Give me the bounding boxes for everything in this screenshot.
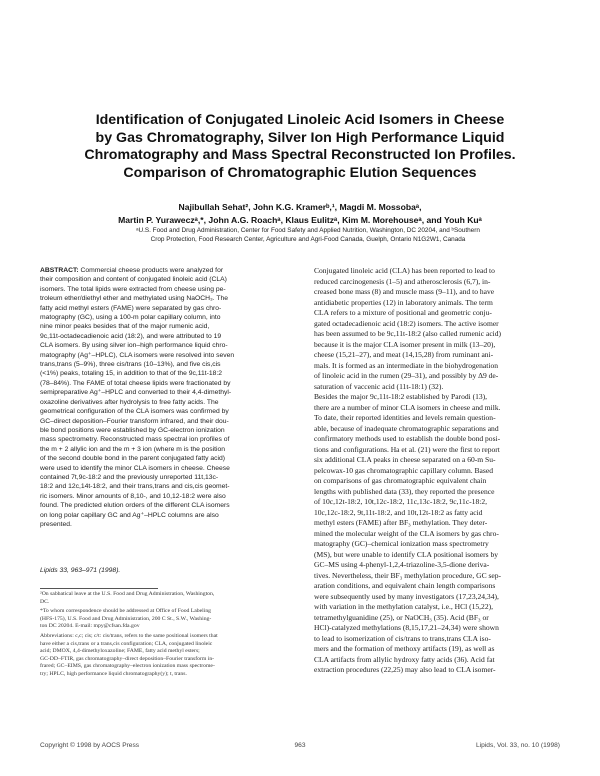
abstract-line: ble bond positions were established by GC-electron ionization (40, 426, 225, 434)
abstract-line: oxazoline derivatives after hydrolysis to free fatty acids. The (40, 398, 219, 406)
abstract-line: mass spectrometry. Reconstructed mass spectral ion profiles of (40, 436, 230, 444)
body-line: (MS), but were unable to identify CLA positional isomers by (314, 549, 499, 559)
body-line: there are a number of minor CLA isomers in cheese and milk. (314, 402, 501, 412)
author-list (40, 201, 560, 226)
body-line: extraction procedures (22,25) may also lead to CLA isomer- (314, 665, 496, 674)
journal-citation: Lipids 33, 963–971 (1998). (40, 567, 121, 574)
footnote-line: have either a cis,trans or a trans,cis configuration; CLA, conjugated linoleic (40, 640, 213, 647)
abstract-line: CLA isomers. By using silver ion–high performance liquid chro- (40, 342, 228, 350)
body-line: mals. It is formed as an intermediate in the biohydrogenation (314, 360, 499, 370)
body-text-column (314, 266, 562, 676)
abstract-line: trans,trans (5–9%), three cis/trans (10–13%), and five cis,cis (40, 361, 221, 369)
abstract-line: geometrical configuration of the CLA isomers was confirmed by (40, 408, 229, 416)
body-line: aration conditions, and equivalent chain length comparisons (314, 581, 496, 590)
body-line: reduced carcinogenesis (1–5) and atherosclerosis (6,7), in- (314, 276, 491, 286)
body-line: saturation of vaccenic acid (11t-18:1) (32). (314, 381, 444, 391)
body-line: to lead to isomerization of cis/trans to trans,trans CLA iso- (314, 633, 491, 643)
abstract-line: GC–direct deposition–Fourier transform infrared, and their dou- (40, 417, 229, 425)
body-line: HCl)-catalyzed methylations (8,15,17,21–24,34) were shown (314, 623, 499, 632)
title-line: Chromatography and Mass Spectral Reconstructed Ion Profiles. (84, 147, 516, 163)
abstract-line: (78–84%). The FAME of total cheese lipids were fractionated by (40, 379, 231, 387)
body-line: CLA refers to a mixture of positional and geometric conju- (314, 308, 492, 317)
page-number: 963 (294, 742, 306, 749)
body-line: has been assumed to be 9c,11t-18:2 (also called rumenic acid) (314, 329, 502, 338)
body-line: lengths with published data (33), they reported the presence (314, 486, 495, 496)
footnote-divider (40, 588, 158, 589)
footnote-line: Abbreviations: c,c; cis; c/t: cis/trans, refers to the same positional isomers that (40, 632, 218, 639)
body-line: of linoleic acid in the rumen (29–31), and possibly by Δ9 de- (314, 371, 499, 380)
footnote-line: GC-DD–FTIR, gas chromatography–direct deposition–Fourier transform in- (40, 655, 215, 662)
body-line: To date, their reported identities and levels remain question- (314, 413, 496, 422)
body-line: with variation in the methylation catalyst, i.e., HCl (15,22), (314, 602, 493, 611)
abstract-line: semipreparative Ag⁺–HPLC and converted to their 4,4-dimethyl- (40, 389, 232, 397)
abstract-first-line (40, 266, 280, 275)
body-line: methyl esters (FAME) after BF₃ methylation. They deter- (314, 518, 488, 527)
journal-issue: Lipids, Vol. 33, no. 10 (1998) (476, 742, 560, 749)
body-line: mers and the formation of methoxy artifacts (19), as well as (314, 644, 495, 653)
abstract-line: the m + 2 allylic ion and the m + 3 ion (where m is the position (40, 445, 225, 453)
body-line: because it is the major CLA isomer present in milk (13–20), (314, 339, 496, 349)
abstract-line: on long polar capillary GC and Ag⁺–HPLC columns are also (40, 511, 219, 519)
body-line: tives. Nevertheless, their BF₃ methylation procedure, GC sep- (314, 570, 502, 580)
footnote-line: (HFS-175), U.S. Food and Drug Administration, 200 C St., S.W., Washing- (40, 615, 212, 622)
body-line: on comparisons of gas chromatographic equivalent chain (314, 476, 487, 485)
body-line: antidiabetic properties (12) in laboratory animals. The term (314, 297, 493, 307)
abstract-line: 18:2 and 12c,14t-18:2, and their trans,trans and cis,cis geomet- (40, 483, 230, 491)
abstract-line: of the second double bond in the parent conjugated fatty acid) (40, 455, 226, 463)
copyright-notice: Copyright © 1998 by AOCS Press (40, 742, 140, 749)
abstract-line: their composition and content of conjugated linoleic acid (CLA) (40, 276, 227, 284)
body-line: of 10c,12t-18:2, 10t,12c-18:2, 11c,13c-18:2, 9c,11c-18:2, (314, 497, 487, 506)
abstract-label: ABSTRACT: (40, 267, 79, 274)
footnote-line: acid; DMOX, 4,4-dimethyloxazoline; FAME, fatty acid methyl esters; (40, 648, 200, 655)
abstract-line: ric isomers. Minor amounts of 8,10-, and 10,12-18:2 were also (40, 492, 226, 500)
footnotes (40, 591, 280, 679)
body-line: CLA artifacts from allylic hydroxy fatty acids (36). Acid fat (314, 654, 495, 664)
abstract-line: 9c,11t-octadecadienoic acid (18:2), and were attributed to 19 (40, 332, 222, 340)
body-line: tions and configurations. Ha et al. (21) were the first to report (314, 444, 500, 454)
body-line: pelcowax-10 gas chromatographic capillary column. Based (314, 465, 493, 475)
body-line: gated octadecadienoic acid (18:2) isomers. The active isomer (314, 318, 499, 328)
title-line: by Gas Chromatography, Silver Ion High Performance Liquid (95, 129, 505, 146)
abstract-line: were used to identify the minor CLA isomers in cheese. Cheese (40, 464, 230, 472)
footnote-line: try; HPLC, high performance liquid chromatography(y); t, trans. (40, 670, 187, 677)
body-line: tetramethylguanidine (25), or NaOCH₃ (35). Acid (BF₃ or (314, 612, 489, 622)
title-line: Identification of Conjugated Linoleic Acid Isomers in Cheese (95, 112, 505, 128)
footnote-line: *To whom correspondence should be addressed at Office of Food Labeling (40, 608, 212, 615)
body-line: were subsequently used by many investigators (17,23,24,34), (314, 591, 499, 601)
body-line: Besides the major 9c,11t-18:2 established by Parodi (13), (314, 392, 488, 401)
footnote-line: ton DC 20204. E-mail: mpy@cfsan.fda.gov (40, 623, 140, 630)
article-title (40, 112, 560, 182)
body-line: creased bone mass (8) and muscle mass (9–11), and to have (314, 287, 495, 296)
body-line: 10c,12c-18:2, 9t,11t-18:2, and 10t,12t-18:2 as fatty acid (314, 507, 483, 517)
page-footer (0, 741, 600, 751)
body-line: six additional CLA peaks in cheese separated on a 60-m Su- (314, 455, 496, 464)
author-line: Martin P. Yuraweczᵃ,*, John A.G. Roachᵃ, Klaus Eulitzᵃ, Kim M. Morehouseᵃ, and Youh Kuᵃ (118, 214, 482, 225)
abstract-line: Commercial cheese products were analyzed for (78, 267, 224, 274)
body-line: able, because of inadequate chromatographic separations and (314, 423, 499, 433)
abstract-line: contained 7t,9c-18:2 and the previously unreported 11t,13c- (40, 473, 219, 481)
abstract-line: troleum ether/diethyl ether and methylated using NaOCH₃. The (40, 295, 228, 303)
footnote-line: ²On sabbatical leave at the U.S. Food and Drug Administration, Washington, (40, 591, 215, 597)
footnote-line: frared; GC–EIMS, gas chromatography–electron ionization mass spectrome- (40, 663, 215, 670)
abstract-line: found. The predicted elution orders of the different CLA isomers (40, 502, 230, 510)
body-line: GC–MS using 4-phenyl-1,2,4-triazoline-3,5-dione deriva- (314, 560, 490, 569)
abstract-line: isomers. The total lipids were extracted from cheese using pe- (40, 285, 226, 293)
abstract-line: matography (GC), using a 100-m polar capillary column, into (40, 314, 221, 322)
affiliations (58, 226, 558, 244)
title-line: Comparison of Chromatographic Elution Sequences (123, 164, 477, 181)
footnote-line: DC. (40, 598, 50, 605)
abstract-line: (<1%) peaks, totaling 15, in addition to that of the 9c,11t-18:2 (40, 370, 223, 378)
body-line: confirmatory methods used to establish the double bond posi- (314, 434, 501, 443)
body-line: matography (GC)–chemical ionization mass spectrometry (314, 539, 489, 548)
author-line: Najibullah Sehat², John K.G. Kramerᵇ,¹, Magdi M. Mossobaᵃ, (178, 202, 422, 212)
abstract (40, 266, 280, 529)
body-line: Conjugated linoleic acid (CLA) has been reported to lead to (314, 266, 495, 275)
body-line: mined the molecular weight of the CLA isomers by gas chro- (314, 528, 499, 538)
abstract-line: presented. (40, 520, 72, 528)
abstract-line: fatty acid methyl esters (FAME) were separated by gas chro- (40, 304, 222, 312)
affiliation-line: Crop Protection, Food Research Center, Agriculture and Agri-Food Canada, Guelph, Ontario N1G2W1, Canada (150, 236, 466, 243)
body-line: cheese (15,21–27), and meat (14,15,28) from ruminant ani- (314, 350, 494, 359)
abstract-line: matography (Ag⁺–HPLC), CLA isomers were resolved into seven (40, 351, 235, 359)
affiliation-line: ᵃU.S. Food and Drug Administration, Center for Food Safety and Applied Nutrition, Washington, DC 20204, and ᵇSouthern (136, 227, 480, 234)
abstract-line: nine minor peaks besides that of the major rumenic acid, (40, 323, 210, 331)
